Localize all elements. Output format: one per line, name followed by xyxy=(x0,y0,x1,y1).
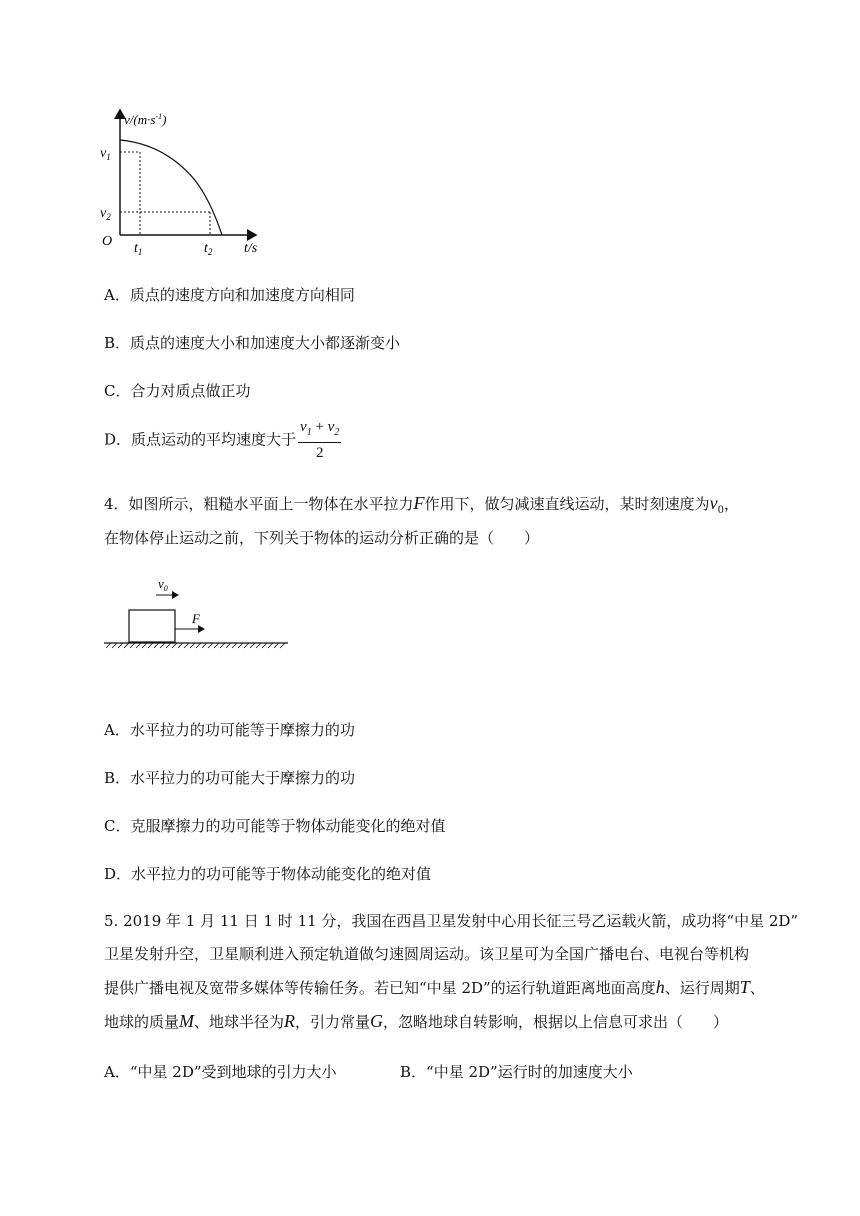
q4-option-a: A．水平拉力的功可能等于摩擦力的功 xyxy=(104,721,355,739)
q4-option-b: B．水平拉力的功可能大于摩擦力的功 xyxy=(104,769,356,787)
q4-option-d: D．水平拉力的功可能等于物体动能变化的绝对值 xyxy=(104,865,432,883)
velocity-curve xyxy=(120,140,222,235)
average-velocity-fraction: $\frac{v_1 + v_2}{2}$ xyxy=(300,419,340,461)
q5-option-a: A．“中星 2D”受到地球的引力大小 xyxy=(104,1063,337,1081)
t2-label: $t_2$ xyxy=(204,241,213,257)
q4-stem-line-1: 4．如图所示，粗糙水平面上一物体在水平拉力F作用下，做匀减速直线运动，某时刻速度为$v_0$， xyxy=(104,493,739,516)
q3-option-b: B．质点的速度大小和加速度大小都逐渐变小 xyxy=(104,334,401,352)
q5-stem-line-2: 卫星发射升空，卫星顺利进入预定轨道做匀速圆周运动。该卫星可为全国广播电台、电视台等机构 xyxy=(104,945,750,963)
diagram-F-label: F xyxy=(192,611,200,626)
v2-label: $v_2$ xyxy=(100,206,111,222)
origin-label: O xyxy=(102,234,113,249)
q5-stem-line-3: 提供广播电视及宽带多媒体等传输任务。若已知“中星 2D”的运行轨道距离地面高度h、运行周期T、 xyxy=(104,977,765,997)
q5-option-b: B．“中星 2D”运行时的加速度大小 xyxy=(400,1063,633,1081)
block-force-diagram xyxy=(104,574,290,654)
q4-option-c: C．克服摩擦力的功可能等于物体动能变化的绝对值 xyxy=(104,817,446,835)
q4-stem-line-2: 在物体停止运动之前，下列关于物体的运动分析正确的是（ ） xyxy=(104,529,540,547)
y-axis-label: $v/(m\cdot s^{-1})$ xyxy=(124,112,167,127)
ground-hatching xyxy=(106,643,285,648)
velocity-time-graph xyxy=(94,104,294,260)
v1-label: $v_1$ xyxy=(100,146,111,162)
t1-label: $t_1$ xyxy=(134,241,143,257)
q3-option-a: A．质点的速度方向和加速度方向相同 xyxy=(104,286,355,304)
q3-option-d-text: D．质点运动的平均速度大于 xyxy=(104,430,297,449)
block xyxy=(129,610,175,642)
q3-option-c: C．合力对质点做正功 xyxy=(104,382,251,400)
diagram-v0-label: $v_0$ xyxy=(158,576,168,593)
q5-stem-line-4: 地球的质量M、地球半径为R，引力常量G，忽略地球自转影响，根据以上信息可求出（ ） xyxy=(104,1011,729,1031)
q5-stem-line-1: 5. 2019 年 1 月 11 日 1 时 11 分，我国在西昌卫星发射中心用长征三号乙运载火箭，成功将“中星 2D” xyxy=(104,912,799,930)
x-axis-label: t/s xyxy=(244,241,258,256)
q3-option-d xyxy=(104,418,341,463)
